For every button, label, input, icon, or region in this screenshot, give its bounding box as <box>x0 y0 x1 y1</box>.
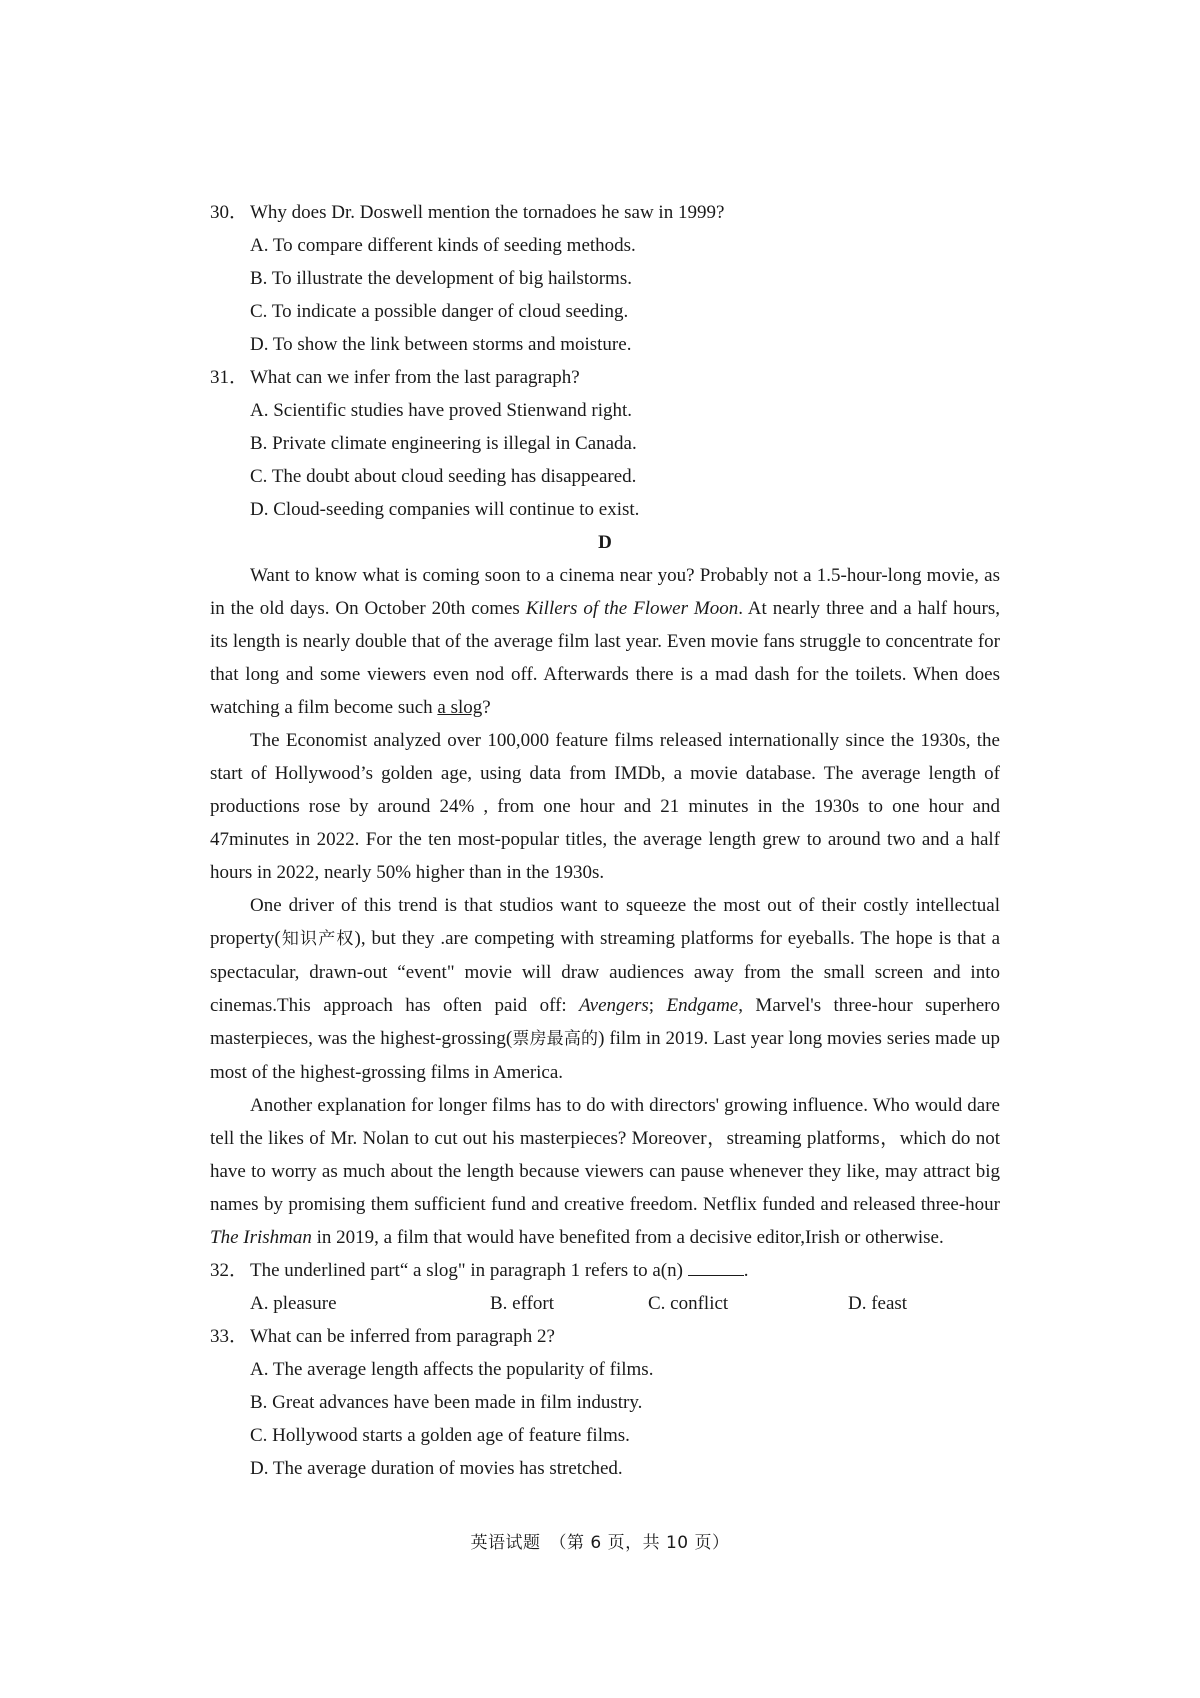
paragraph-text: ), but they .are competing with streaming platforms for eyeballs. The hope is that a spectacular, drawn-out “event" movie will draw audiences away from the small screen and into cinemas.This approach has often paid off: <box>210 928 1000 1016</box>
page-footer: 英语试题 （第 6 页，共 10 页） <box>470 1533 730 1553</box>
options-32 <box>210 1287 1000 1320</box>
passage-paragraph-1 <box>210 559 1000 724</box>
option-30-a: A. To compare different kinds of seeding methods. <box>250 235 636 256</box>
underlined-phrase: a slog <box>437 697 483 718</box>
passage-paragraph-4 <box>210 1089 1000 1254</box>
paragraph-text: ; <box>648 995 667 1016</box>
question-number: 31． <box>210 367 249 388</box>
question-stem: What can be inferred from paragraph 2? <box>250 1326 555 1347</box>
option-32-b: B. effort <box>490 1293 555 1314</box>
film-title: Killers of the Flower Moon <box>525 598 739 619</box>
paragraph-text: in 2019, a film that would have benefited from a decisive editor,Irish or otherwise. <box>311 1227 944 1248</box>
paragraph-text: ) film in 2019. Last year long movies series made up most of the highest-grossing films in America. <box>210 1028 1001 1083</box>
question-30 <box>210 196 1000 229</box>
option-31-a: A. Scientific studies have proved Stienwand right. <box>250 400 633 421</box>
question-end: . <box>743 1260 749 1281</box>
question-stem: Why does Dr. Doswell mention the tornadoes he saw in 1999? <box>250 202 725 223</box>
option-32-d: D. feast <box>848 1293 908 1314</box>
paragraph-text: ? <box>482 697 491 718</box>
paragraph-text: , Marvel's three-hour superhero masterpieces, was the highest-grossing( <box>210 995 1000 1049</box>
option-31-c: C. The doubt about cloud seeding has disappeared. <box>250 466 637 487</box>
option-33-d: D. The average duration of movies has stretched. <box>250 1458 623 1479</box>
question-32 <box>210 1254 1000 1287</box>
option-30-b: B. To illustrate the development of big hailstorms. <box>250 268 632 289</box>
option-32-c: C. conflict <box>648 1293 729 1314</box>
option-30-c: C. To indicate a possible danger of cloud seeding. <box>250 301 629 322</box>
option-33-b: B. Great advances have been made in film industry. <box>250 1392 643 1413</box>
option-33-c: C. Hollywood starts a golden age of feature films. <box>250 1425 630 1446</box>
question-number: 33． <box>210 1326 249 1347</box>
film-title: The Irishman <box>210 1227 312 1248</box>
question-31 <box>210 361 1000 394</box>
answer-blank <box>688 1259 744 1276</box>
question-33 <box>210 1320 1000 1353</box>
paragraph-text: Another explanation for longer films has to do with directors' growing influence. Who would dare tell the likes of Mr. Nolan to cut out his masterpieces? Moreover，streaming platforms，which do not have to worry as much about the length because viewers can pause whenever they like, may attract big names by promising them sufficient fund and creative freedom. Netflix funded and released three-hour <box>210 1095 1000 1215</box>
chinese-gloss: 票房最高的 <box>512 1029 599 1049</box>
film-title: Avengers <box>579 995 649 1016</box>
section-heading: D <box>598 532 612 553</box>
question-number: 30． <box>210 202 249 223</box>
option-30-d: D. To show the link between storms and moisture. <box>250 334 632 355</box>
question-stem: What can we infer from the last paragraph? <box>250 367 580 388</box>
option-32-a: A. pleasure <box>250 1293 337 1314</box>
option-31-d: D. Cloud-seeding companies will continue to exist. <box>250 499 640 520</box>
chinese-gloss: 知识产权 <box>280 929 355 949</box>
film-title: Endgame <box>666 995 739 1016</box>
passage-paragraph-2: The Economist analyzed over 100,000 feature films released internationally since the 1930s, the start of Hollywood’s golden age, using data from IMDb, a movie database. The average length of productions rose by around 24% , from one hour and 21 minutes in the 1930s to one hour and 47minutes in 2022. For the ten most-popular titles, the average length grew to around two and a half hours in 2022, nearly 50% higher than in the 1930s. <box>210 730 1000 883</box>
option-31-b: B. Private climate engineering is illegal in Canada. <box>250 433 637 454</box>
question-number: 32． <box>210 1260 249 1281</box>
option-33-a: A. The average length affects the popularity of films. <box>250 1359 654 1380</box>
passage-paragraph-3 <box>210 889 1000 1089</box>
paragraph-text: . At nearly three and a half hours, its length is nearly double that of the average film last year. Even movie fans struggle to concentrate for that long and some viewers even nod off. Afterwards there is a mad dash for the toilets. When does watching a film become such <box>210 598 1000 718</box>
paragraph-text: Want to know what is coming soon to a cinema near you? Probably not a 1.5-hour-long movie, as in the old days. On October 20th comes <box>210 565 1000 619</box>
page-content <box>210 196 1000 1485</box>
question-stem: The underlined part“ a slog" in paragraph 1 refers to a(n) <box>250 1260 683 1281</box>
paragraph-text: One driver of this trend is that studios want to squeeze the most out of their costly intellectual property( <box>210 895 1000 949</box>
